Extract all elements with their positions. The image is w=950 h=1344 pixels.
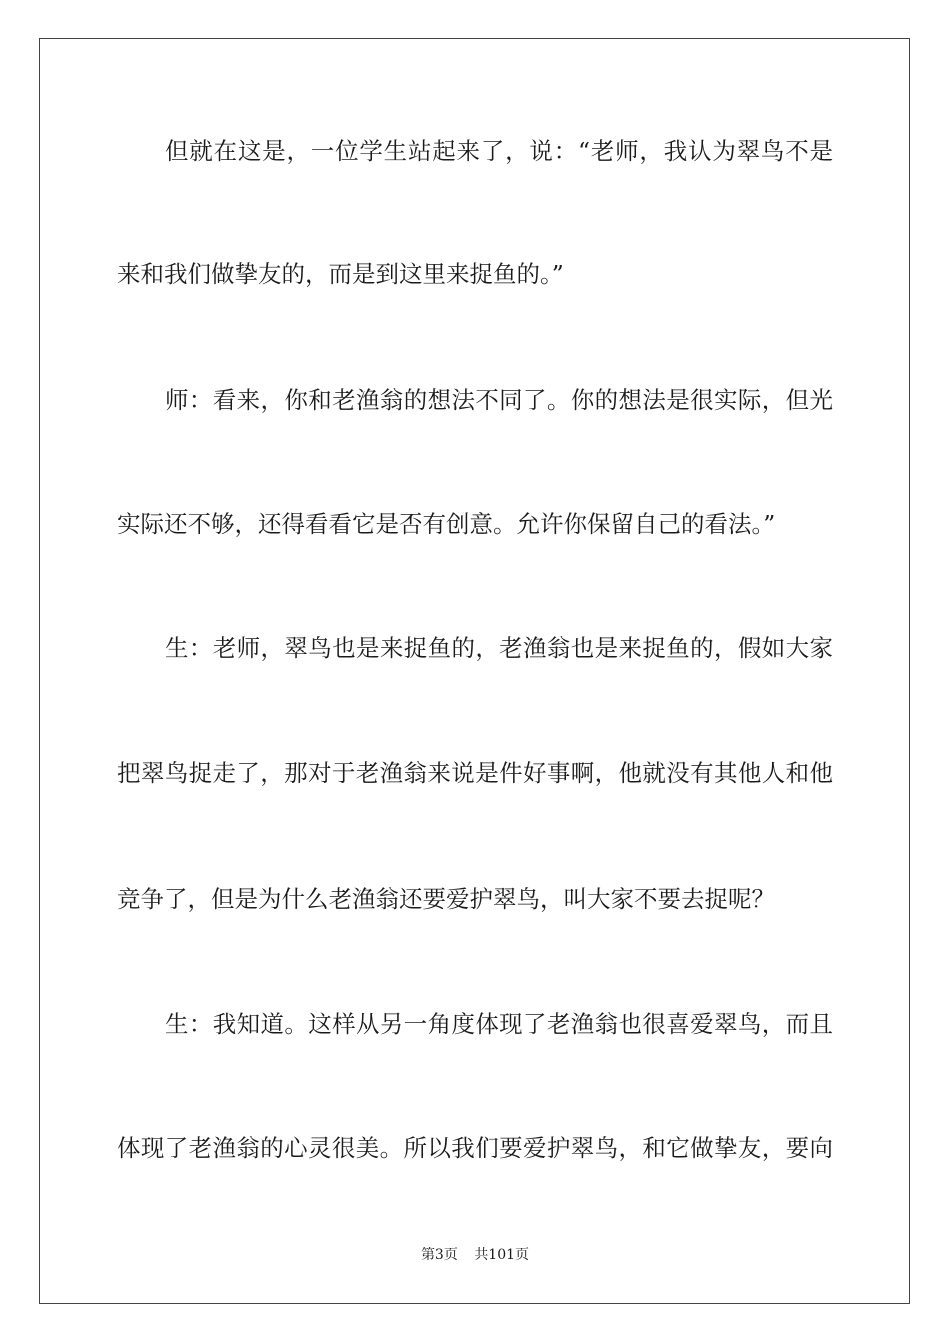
page-number: 第3页 — [420, 1247, 458, 1263]
paragraph-3-line-2: 把翠鸟捉走了，那对于老渔翁来说是件好事啊，他就没有其他人和他 — [117, 759, 833, 787]
paragraph-1-line-1: 但就在这是，一位学生站起来了，说：“老师，我认为翠鸟不是 — [165, 137, 833, 165]
paragraph-1-line-2: 来和我们做挚友的，而是到这里来捉鱼的。” — [117, 260, 564, 288]
page-border — [39, 38, 910, 1304]
paragraph-2-line-1: 师：看来，你和老渔翁的想法不同了。你的想法是很实际，但光 — [165, 386, 833, 414]
paragraph-2-line-2: 实际还不够，还得看看它是否有创意。允许你保留自己的看法。” — [117, 510, 776, 538]
paragraph-4-line-2: 体现了老渔翁的心灵很美。所以我们要爱护翠鸟，和它做挚友，要向 — [117, 1134, 833, 1162]
paragraph-4-line-1: 生：我知道。这样从另一角度体现了老渔翁也很喜爱翠鸟，而且 — [165, 1010, 833, 1038]
page-footer — [0, 1246, 950, 1264]
paragraph-3-line-3: 竞争了，但是为什么老渔翁还要爱护翠鸟，叫大家不要去捉呢？ — [117, 885, 775, 913]
paragraph-3-line-1: 生：老师，翠鸟也是来捉鱼的，老渔翁也是来捉鱼的，假如大家 — [165, 634, 833, 662]
total-pages: 共101页 — [474, 1247, 530, 1263]
